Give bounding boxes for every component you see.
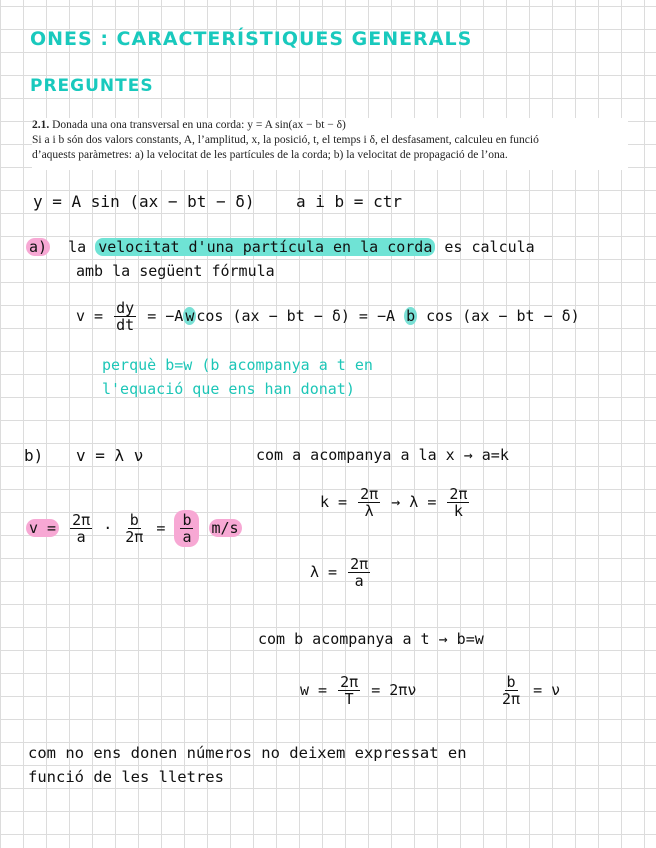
lambda-lhs: λ = xyxy=(310,563,338,581)
v2-units: m/s xyxy=(209,519,242,537)
dy-numerator: dy xyxy=(116,299,135,317)
part-b-label: b) xyxy=(24,446,44,465)
com-b-note: com b acompanya a t → b=w xyxy=(258,630,484,648)
v2-frac-3-den: a xyxy=(182,528,192,546)
v2-frac-2 xyxy=(123,512,145,545)
v2-frac-2-den: 2π xyxy=(125,528,144,546)
section-subtitle: PREGUNTES xyxy=(30,76,154,96)
nu-equation xyxy=(498,674,560,707)
dy-dt-fraction xyxy=(114,300,136,333)
arrow-lambda: → λ = xyxy=(391,493,437,511)
problem-line-2: Si a i b són dos valors constants, A, l’amplitud, x, la posició, t, el temps i δ, el desfasament, calculeu en funció xyxy=(32,134,539,146)
velocity-result xyxy=(26,510,242,547)
v2-frac-3 xyxy=(180,512,193,545)
w-fraction xyxy=(338,674,360,707)
part-a-line-2: amb la següent fórmula xyxy=(76,262,275,280)
w-result: = 2πν xyxy=(371,681,417,699)
nu-den: 2π xyxy=(502,690,521,708)
constants-note: a i b = ctr xyxy=(296,192,402,211)
lambda-a-den: a xyxy=(354,572,364,590)
omega-equation xyxy=(300,674,416,707)
main-equation: y = A sin (ax − bt − δ) xyxy=(33,192,255,211)
v2-frac-1-num: 2π xyxy=(72,511,91,529)
w-circled: w xyxy=(185,307,195,325)
v2-frac-2-num: b xyxy=(129,511,139,529)
nu-result: = ν xyxy=(533,681,561,699)
w-lhs: w = xyxy=(300,681,328,699)
v2-eq: = xyxy=(156,519,166,537)
k-lhs: k = xyxy=(320,493,348,511)
v2-result-box xyxy=(174,510,199,547)
b-circled: b xyxy=(406,307,416,325)
nu-num: b xyxy=(506,673,516,691)
w-num: 2π xyxy=(340,673,359,691)
teal-note-2: l'equació que ens han donat) xyxy=(102,380,355,398)
problem-number: 2.1. xyxy=(32,119,50,131)
part-b-equation: v = λ ν xyxy=(76,446,144,465)
final-note-1: com no ens donen números no deixem expressat en xyxy=(28,744,467,762)
lambda-den: k xyxy=(453,502,463,520)
w-den: T xyxy=(344,690,354,708)
v-mid-2: cos (ax − bt − δ) = −A xyxy=(196,307,396,325)
problem-statement xyxy=(32,118,628,170)
part-a-label: a) xyxy=(26,238,50,256)
k-equation xyxy=(320,486,471,519)
lambda-a-num: 2π xyxy=(350,555,369,573)
v2-lhs: v = xyxy=(26,519,59,537)
lambda-equation xyxy=(310,556,372,589)
teal-note-1: perquè b=w (b acompanya a t en xyxy=(102,356,373,374)
velocity-equation xyxy=(76,300,580,333)
lambda-a-fraction xyxy=(348,556,370,589)
lambda-fraction xyxy=(447,486,469,519)
part-a-highlight: velocitat d'una partícula en la corda xyxy=(95,238,435,256)
nu-fraction xyxy=(500,674,522,707)
com-a-note: com a acompanya a la x → a=k xyxy=(256,446,509,464)
part-a-text-1: la xyxy=(68,238,87,256)
k-fraction xyxy=(358,486,380,519)
v-lhs: v = xyxy=(76,307,104,325)
dt-denominator: dt xyxy=(116,316,135,334)
page-title: ONES : CARACTERÍSTIQUES GENERALS xyxy=(30,28,473,50)
k-num: 2π xyxy=(360,485,379,503)
part-a-text-2: es calcula xyxy=(444,238,535,256)
v-mid-1: = −A xyxy=(147,307,184,325)
v2-frac-1-den: a xyxy=(76,528,86,546)
final-note-2: funció de les lletres xyxy=(28,768,224,786)
v2-frac-1 xyxy=(70,512,92,545)
problem-line-1: Donada una ona transversal en una corda: y = A sin(ax − bt − δ) xyxy=(52,119,346,131)
v-end: cos (ax − bt − δ) xyxy=(426,307,580,325)
k-den: λ xyxy=(364,502,374,520)
lambda-num: 2π xyxy=(449,485,468,503)
part-a-text xyxy=(26,238,535,256)
v2-dot: · xyxy=(103,519,113,537)
v2-frac-3-num: b xyxy=(182,511,192,529)
problem-line-3: d’aquests paràmetres: a) la velocitat de les partícules de la corda; b) la velocitat de propagació de l’ona. xyxy=(32,149,508,161)
